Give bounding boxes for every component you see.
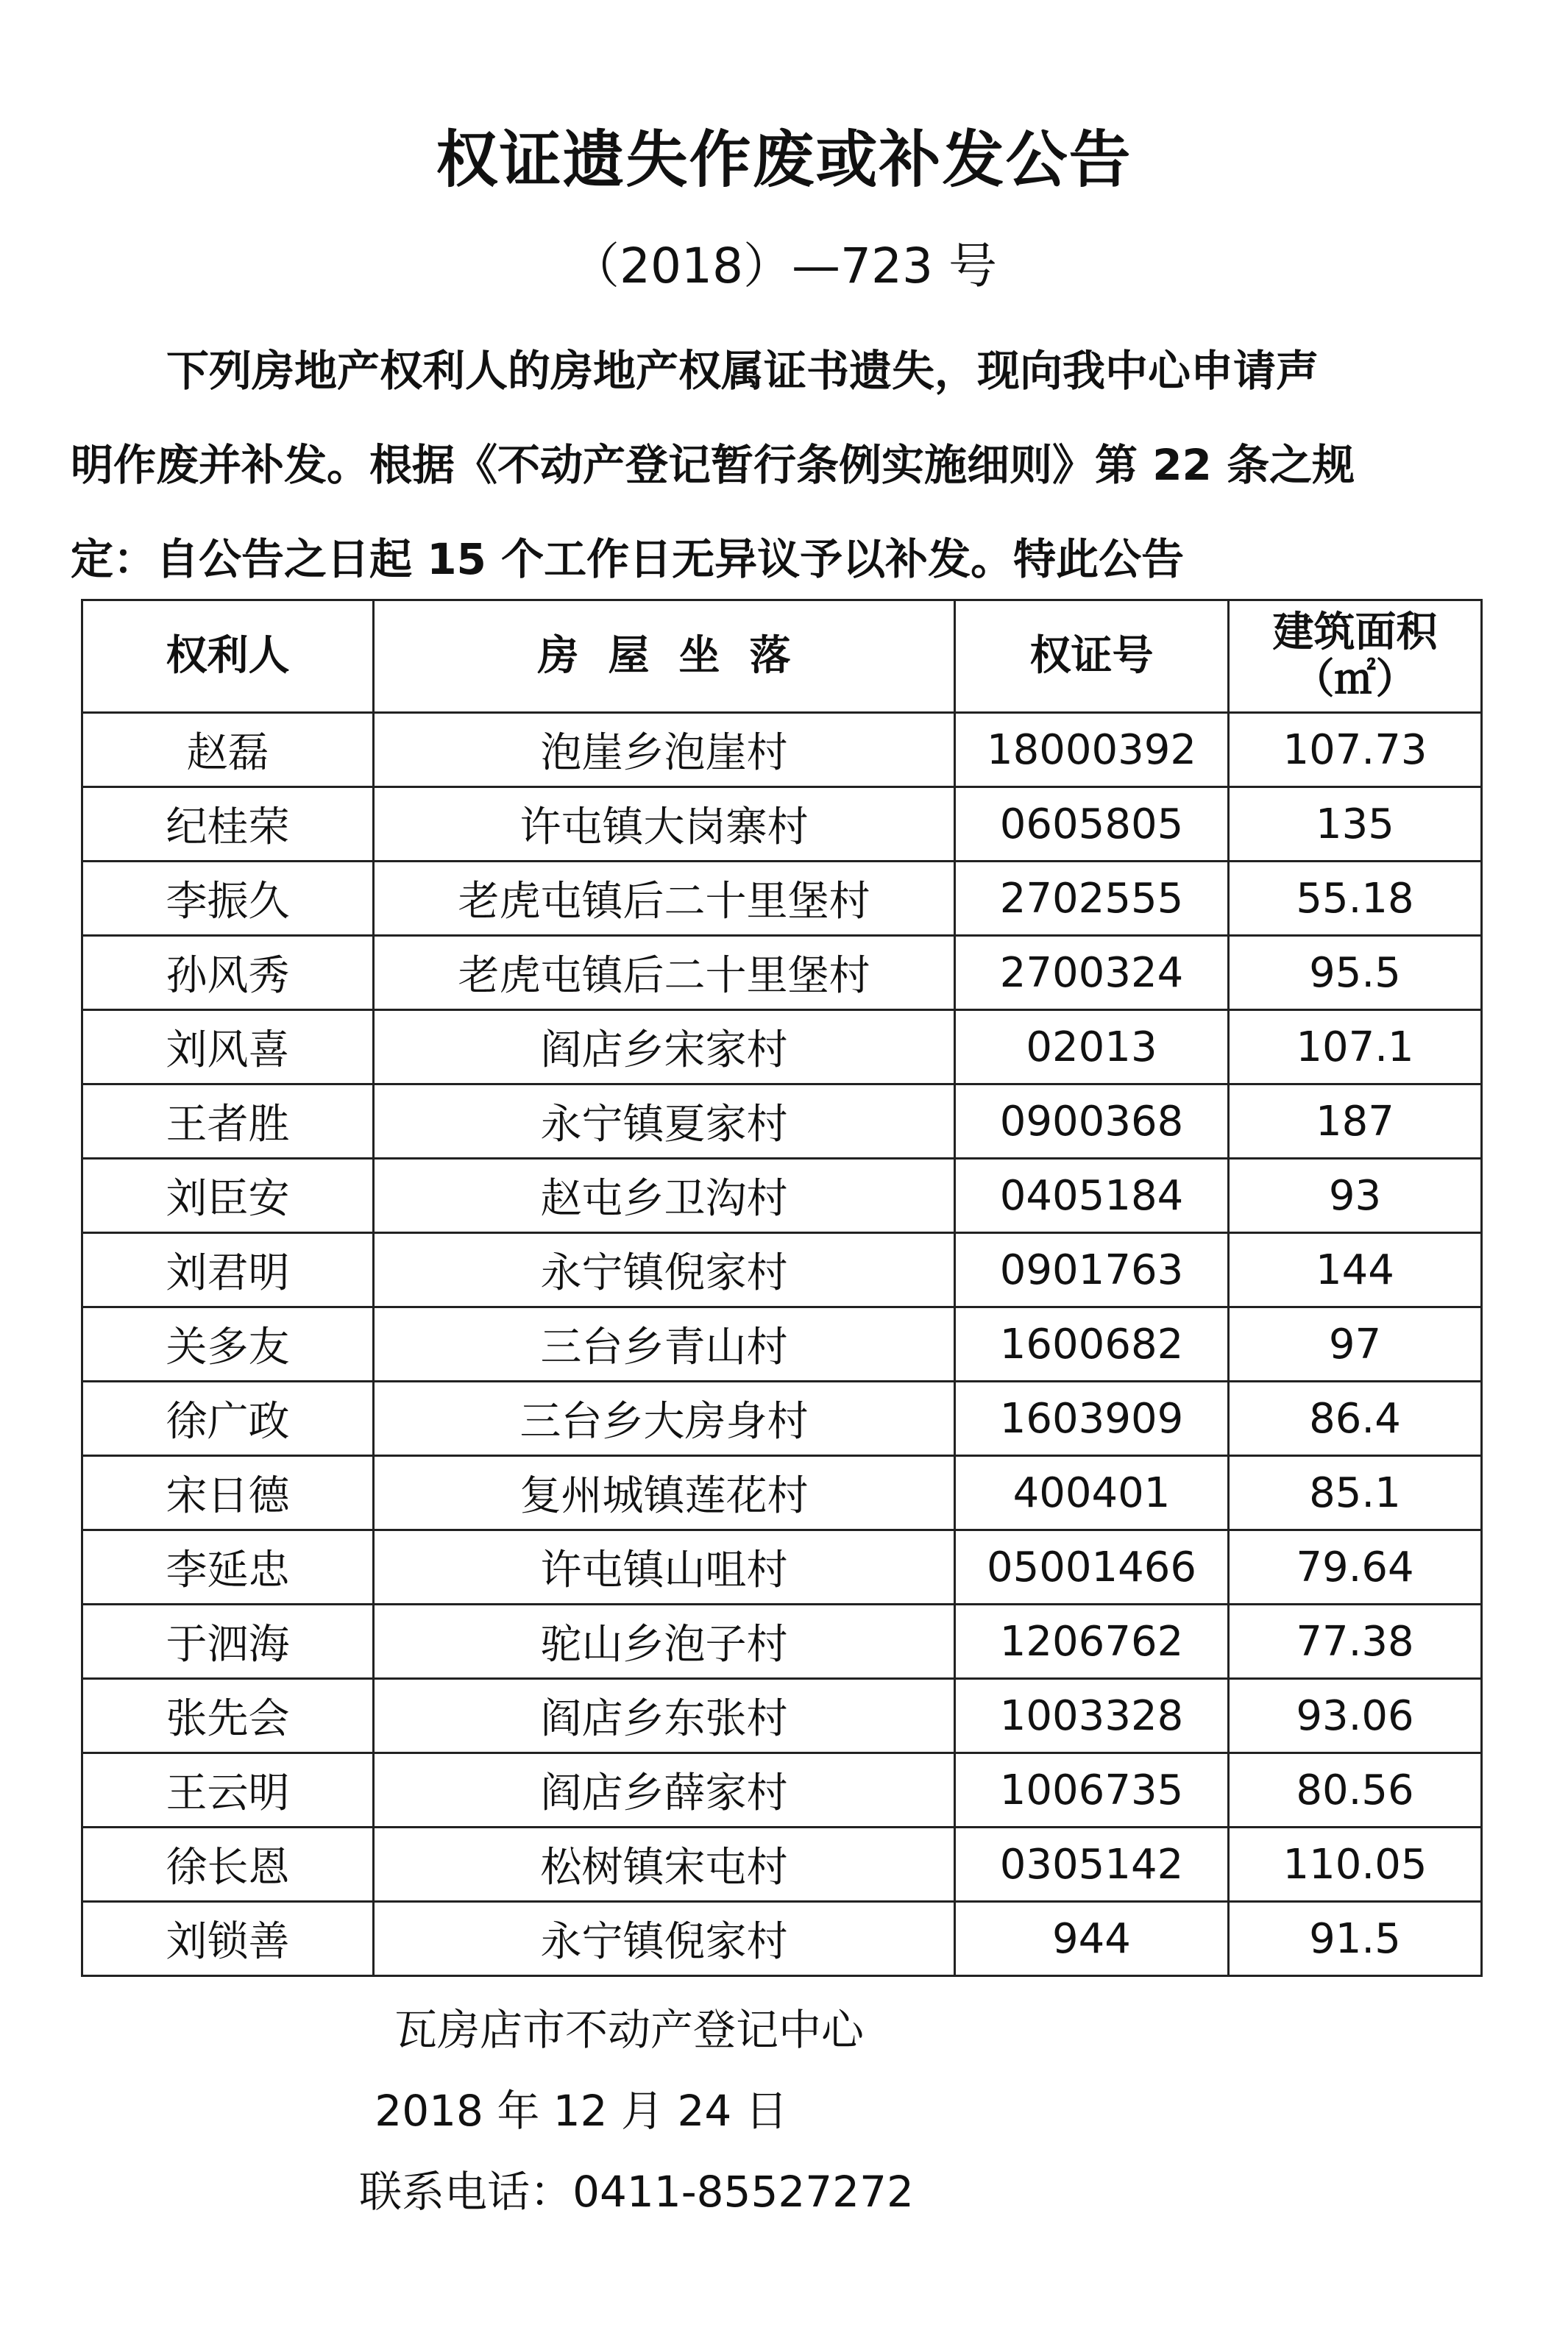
table-header-row: [82, 600, 1482, 713]
cell-cert-no: 02013: [955, 1010, 1229, 1084]
cell-location: 许屯镇大岗寨村: [374, 787, 955, 862]
cell-area: 93.06: [1229, 1679, 1482, 1753]
cell-location: 三台乡青山村: [374, 1307, 955, 1382]
cell-location: 复州城镇莲花村: [374, 1456, 955, 1530]
cell-cert-no: 18000392: [955, 713, 1229, 787]
cell-area: 93: [1229, 1159, 1482, 1233]
cell-location: 永宁镇倪家村: [374, 1902, 955, 1976]
cell-location: 阎店乡宋家村: [374, 1010, 955, 1084]
cell-owner: 王者胜: [82, 1084, 374, 1159]
cell-area: 144: [1229, 1233, 1482, 1307]
issuing-organization: 瓦房店市不动产登记中心: [394, 2005, 864, 2055]
cell-area: 85.1: [1229, 1456, 1482, 1530]
cell-location: 三台乡大房身村: [374, 1382, 955, 1456]
cell-owner: 赵磊: [82, 713, 374, 787]
cell-cert-no: 1006735: [955, 1753, 1229, 1828]
cell-area: 77.38: [1229, 1605, 1482, 1679]
table-row: [82, 1159, 1482, 1233]
cell-owner: 王云明: [82, 1753, 374, 1828]
notice-title: 权证遗失作废或补发公告: [436, 124, 1132, 196]
table-row: [82, 1382, 1482, 1456]
cell-owner: 刘锁善: [82, 1902, 374, 1976]
cell-owner: 徐广政: [82, 1382, 374, 1456]
cell-location: 赵屯乡卫沟村: [374, 1159, 955, 1233]
table-row: [82, 862, 1482, 936]
table-row: [82, 1828, 1482, 1902]
cell-cert-no: 400401: [955, 1456, 1229, 1530]
intro-line: 定：自公告之日起 15 个工作日无异议予以补发。特此公告: [71, 534, 1185, 584]
cell-cert-no: 1603909: [955, 1382, 1229, 1456]
table-row: [82, 1456, 1482, 1530]
table-row: [82, 1010, 1482, 1084]
cell-location: 老虎屯镇后二十里堡村: [374, 936, 955, 1010]
cell-area: 91.5: [1229, 1902, 1482, 1976]
cell-location: 阎店乡薛家村: [374, 1753, 955, 1828]
table-row: [82, 1902, 1482, 1976]
records-table: [81, 599, 1483, 1977]
cell-owner: 张先会: [82, 1679, 374, 1753]
table-row: [82, 1605, 1482, 1679]
cell-location: 松树镇宋屯村: [374, 1828, 955, 1902]
cell-area: 135: [1229, 787, 1482, 862]
cell-cert-no: 0605805: [955, 787, 1229, 862]
contact-phone: 联系电话：0411-85527272: [359, 2167, 914, 2217]
table-row: [82, 936, 1482, 1010]
table-row: [82, 1233, 1482, 1307]
notice-intro: [71, 324, 1505, 606]
cell-area: 79.64: [1229, 1530, 1482, 1605]
table-row: [82, 1753, 1482, 1828]
cell-cert-no: 0901763: [955, 1233, 1229, 1307]
cell-location: 阎店乡东张村: [374, 1679, 955, 1753]
cell-cert-no: 1600682: [955, 1307, 1229, 1382]
table-row: [82, 1084, 1482, 1159]
cell-area: 97: [1229, 1307, 1482, 1382]
cell-owner: 刘君明: [82, 1233, 374, 1307]
cell-location: 泡崖乡泡崖村: [374, 713, 955, 787]
cell-owner: 刘臣安: [82, 1159, 374, 1233]
cell-area: 110.05: [1229, 1828, 1482, 1902]
intro-line: 明作废并补发。根据《不动产登记暂行条例实施细则》第 22 条之规: [71, 440, 1355, 490]
cell-owner: 刘风喜: [82, 1010, 374, 1084]
cell-location: 老虎屯镇后二十里堡村: [374, 862, 955, 936]
cell-location: 驼山乡泡子村: [374, 1605, 955, 1679]
table-row: [82, 1679, 1482, 1753]
cell-cert-no: 0305142: [955, 1828, 1229, 1902]
cell-area: 55.18: [1229, 862, 1482, 936]
cell-cert-no: 2700324: [955, 936, 1229, 1010]
cell-owner: 孙风秀: [82, 936, 374, 1010]
header-location: [374, 600, 955, 713]
cell-location: 许屯镇山咀村: [374, 1530, 955, 1605]
cell-owner: 徐长恩: [82, 1828, 374, 1902]
header-owner: 权利人: [82, 600, 374, 713]
cell-area: 86.4: [1229, 1382, 1482, 1456]
cell-area: 80.56: [1229, 1753, 1482, 1828]
cell-cert-no: 1003328: [955, 1679, 1229, 1753]
issue-date: 2018 年 12 月 24 日: [375, 2086, 788, 2136]
cell-owner: 李延忠: [82, 1530, 374, 1605]
header-cert-no: 权证号: [955, 600, 1229, 713]
cell-area: 107.73: [1229, 713, 1482, 787]
cell-location: 永宁镇夏家村: [374, 1084, 955, 1159]
cell-area: 187: [1229, 1084, 1482, 1159]
cell-owner: 于泗海: [82, 1605, 374, 1679]
records-body: [82, 713, 1482, 1976]
notice-number: （2018）—723 号: [571, 238, 997, 294]
cell-cert-no: 944: [955, 1902, 1229, 1976]
cell-cert-no: 1206762: [955, 1605, 1229, 1679]
cell-location: 永宁镇倪家村: [374, 1233, 955, 1307]
header-area: [1229, 600, 1482, 713]
cell-owner: 关多友: [82, 1307, 374, 1382]
cell-area: 107.1: [1229, 1010, 1482, 1084]
header-area-unit: （㎡）: [1293, 656, 1417, 703]
cell-cert-no: 0405184: [955, 1159, 1229, 1233]
cell-owner: 宋日德: [82, 1456, 374, 1530]
cell-owner: 李振久: [82, 862, 374, 936]
table-row: [82, 1530, 1482, 1605]
table-row: [82, 1307, 1482, 1382]
header-location-label: 房屋坐落: [537, 632, 820, 680]
cell-area: 95.5: [1229, 936, 1482, 1010]
intro-line: 下列房地产权利人的房地产权属证书遗失，现向我中心申请声: [166, 346, 1319, 396]
cell-cert-no: 05001466: [955, 1530, 1229, 1605]
cell-cert-no: 2702555: [955, 862, 1229, 936]
table-row: [82, 787, 1482, 862]
cell-cert-no: 0900368: [955, 1084, 1229, 1159]
cell-owner: 纪桂荣: [82, 787, 374, 862]
header-area-label: 建筑面积: [1272, 608, 1438, 656]
table-row: [82, 713, 1482, 787]
